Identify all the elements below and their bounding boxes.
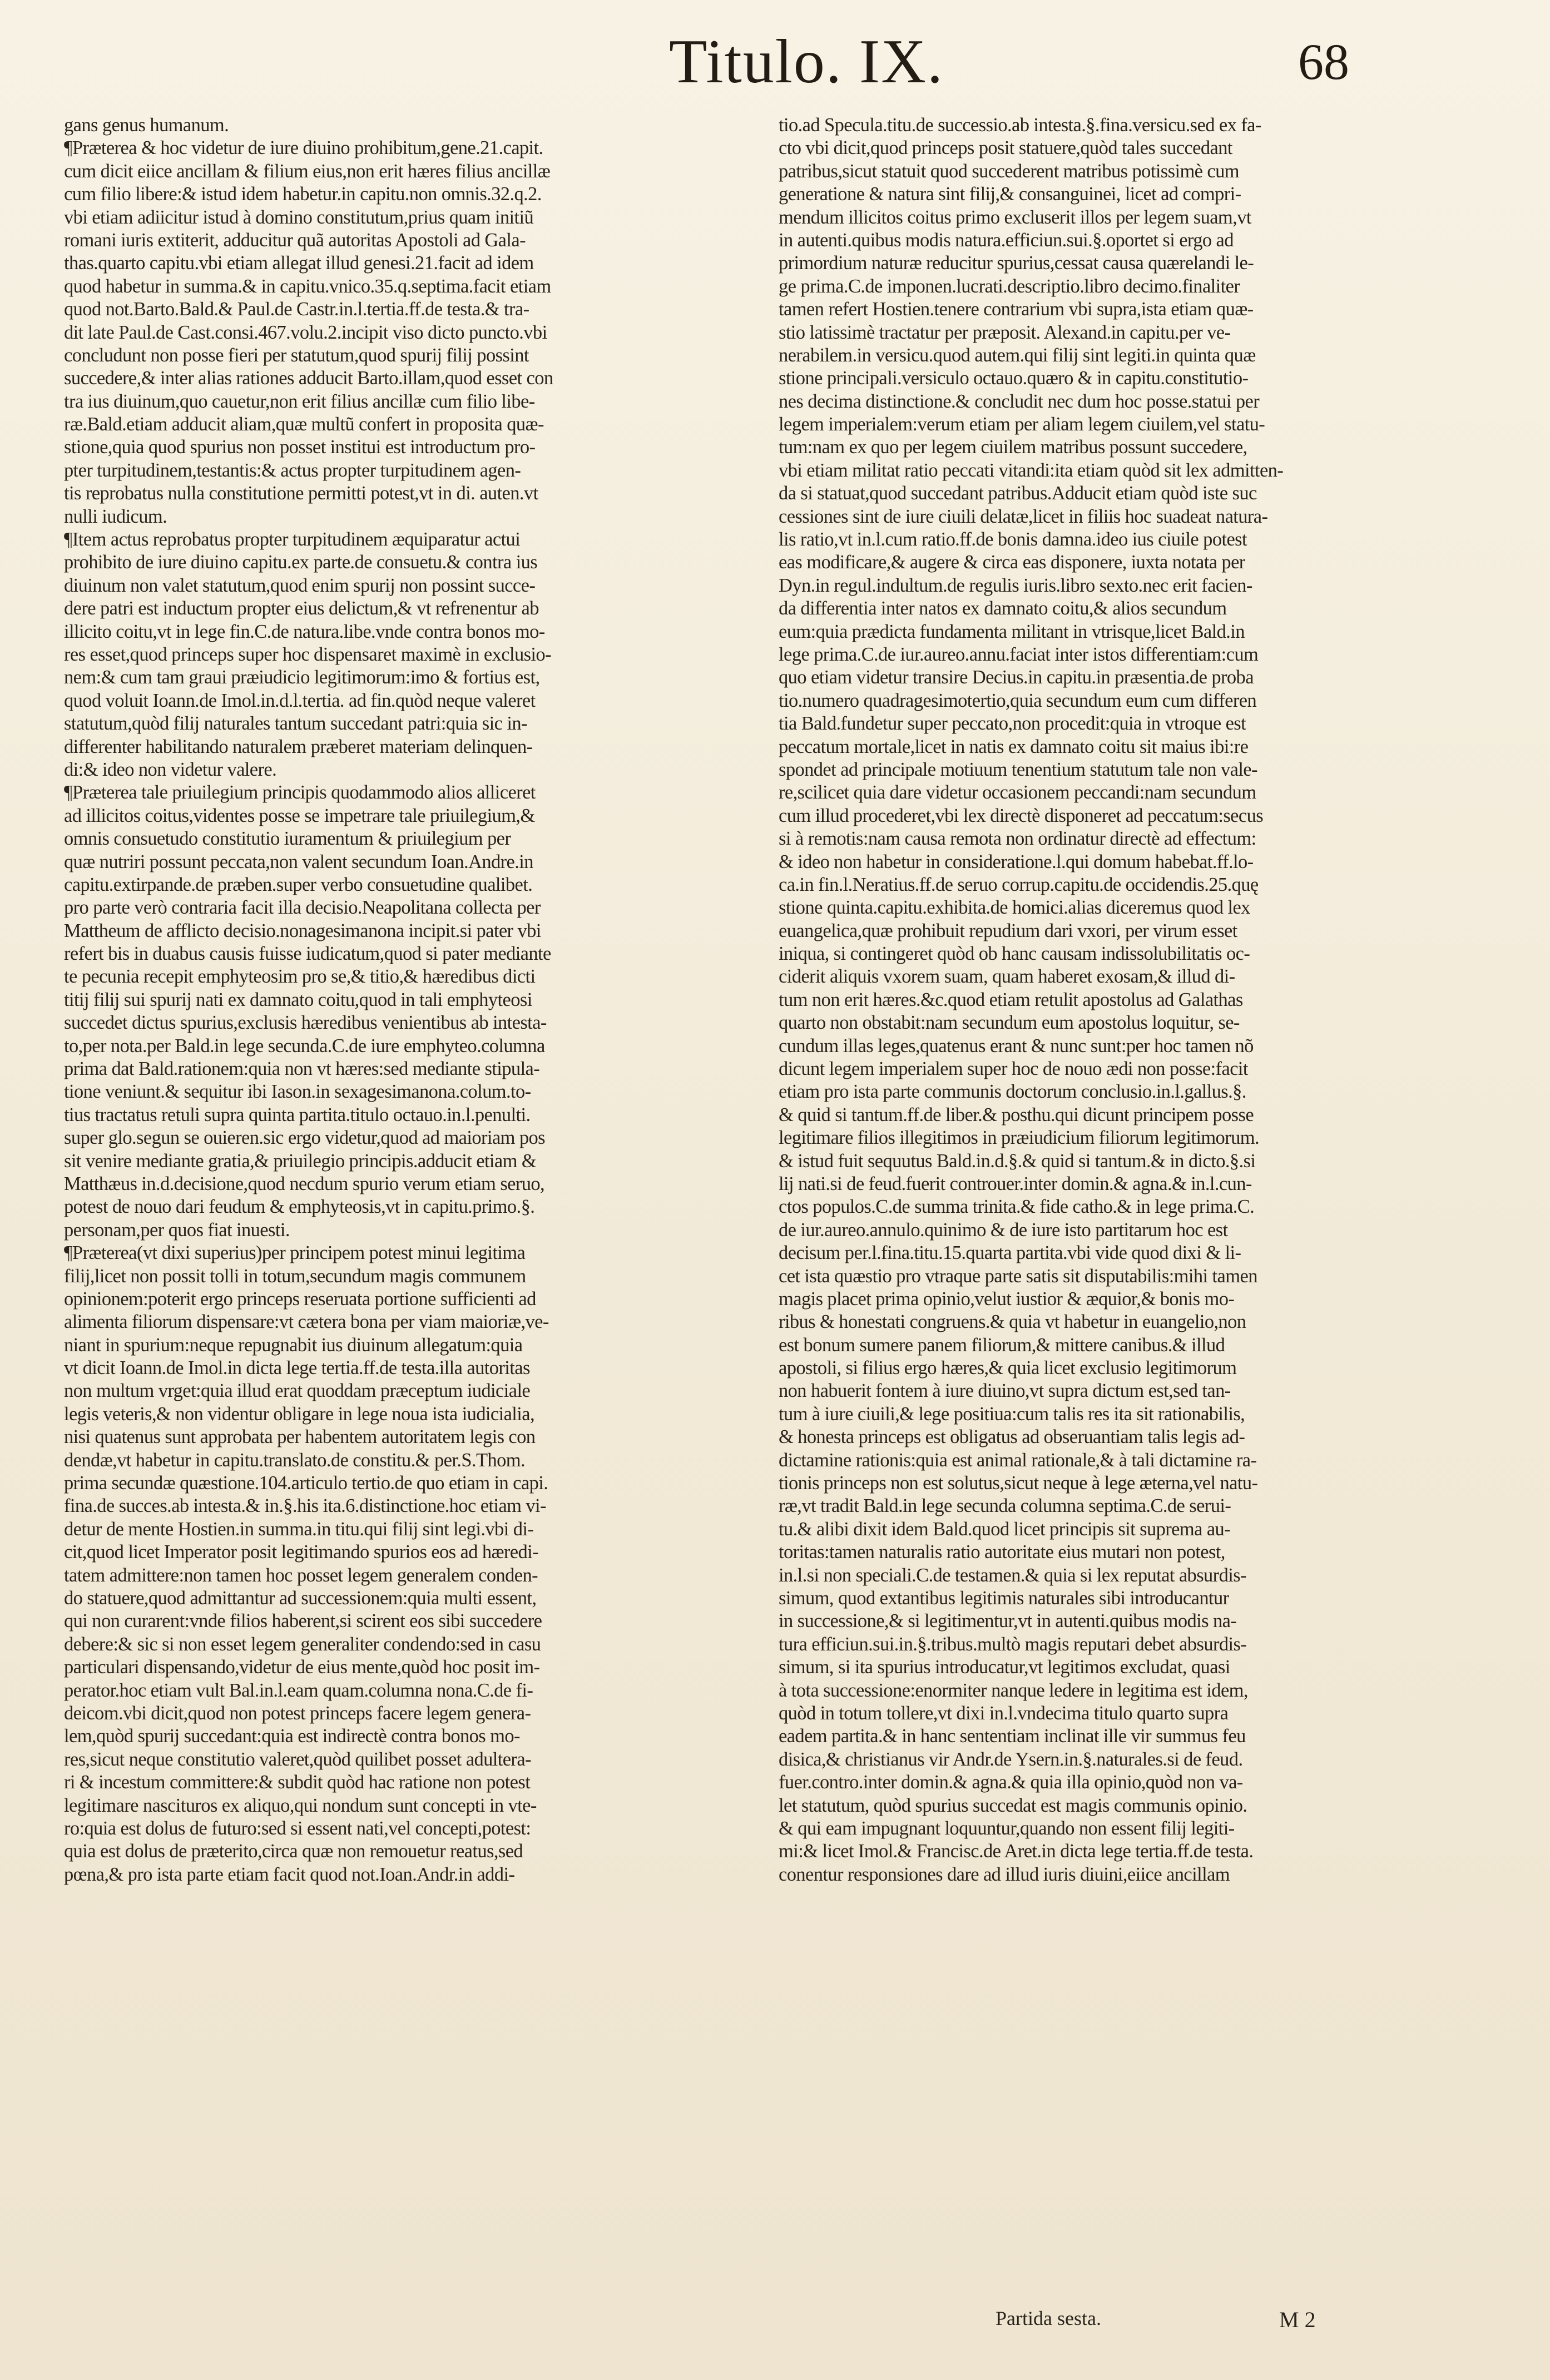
text-line: potest de nouo dari feudum & emphyteosis,vt in capitu.primo.§.	[64, 1196, 535, 1218]
text-line: tum:nam ex quo per legem ciuilem matribus possunt succedere,	[779, 437, 1247, 458]
text-line: super glo.segun se ouieren.sic ergo videtur,quod ad maioriam pos	[64, 1127, 546, 1149]
text-line: & istud fuit sequutus Bald.in.d.§.& quid si tantum.& in dicto.§.si	[779, 1150, 1256, 1172]
text-line: tum à iure ciuili,& lege positiua:cum talis res ita sit rationabilis,	[779, 1403, 1245, 1425]
text-line: quòd in totum tollere,vt dixi in.l.vndecima titulo quarto supra	[779, 1702, 1229, 1724]
text-line: ri & incestum committere:& subdit quòd hac ratione non potest	[64, 1772, 531, 1793]
running-title: Titulo. IX.	[668, 27, 944, 96]
text-line: & honesta princeps est obligatus ad obseruantiam talis legis ad-	[779, 1426, 1245, 1448]
text-line: nulli iudicum.	[64, 505, 167, 527]
text-line: tis reprobatus nulla constitutione permitti potest,vt in di. auten.vt	[64, 483, 538, 504]
text-line: tu.& alibi dixit idem Bald.quod licet principis sit suprema au-	[779, 1518, 1231, 1540]
text-line: tione veniunt.& sequitur ibi Iason.in sexagesimanona.colum.to-	[64, 1081, 531, 1103]
text-line: eum:quia prædicta fundamenta militant in vtrisque,licet Bald.in	[779, 621, 1245, 642]
text-line: nem:& cum tam graui præiudicio legitimorum:imo & fortius est,	[64, 667, 540, 688]
text-line: tio.numero quadragesimotertio,quia secundum eum cum differen	[779, 690, 1257, 711]
text-line: quod voluit Ioann.de Imol.in.d.l.tertia. ad fin.quòd neque valeret	[64, 690, 536, 711]
text-line: ¶Præterea tale priuilegium principis quodammodo alios alliceret	[64, 782, 536, 804]
text-line: res,sicut neque constitutio valeret,quòd quilibet posset adultera-	[64, 1748, 531, 1770]
text-line: eadem partita.& in hanc sententiam inclinat ille vir summus feu	[779, 1726, 1246, 1747]
text-line: personam,per quos fiat inuesti.	[64, 1219, 290, 1241]
text-line: nisi quatenus sunt approbata per habentem autoritatem legis con	[64, 1426, 536, 1448]
text-line: lem,quòd spurij succedant:quia est indirectè contra bonos mo-	[64, 1726, 520, 1747]
text-line: tra ius diuinum,quo cauetur,non erit filius ancillæ cum filio libe-	[64, 390, 535, 412]
text-line: de iur.aureo.annulo.quinimo & de iure isto partitarum hoc est	[779, 1219, 1228, 1241]
text-line: pœna,& pro ista parte etiam facit quod not.Ioan.Andr.in addi-	[64, 1863, 515, 1885]
text-line: & quid si tantum.ff.de liber.& posthu.qui dicunt principem posse	[779, 1104, 1254, 1125]
text-line: primordium naturæ reducitur spurius,cessat causa quærelandi le-	[779, 252, 1254, 274]
text-line: euangelica,quæ prohibuit repudium dari vxori, per virum esset	[779, 920, 1237, 941]
text-line: thas.quarto capitu.vbi etiam allegat illud genesi.21.facit ad idem	[64, 252, 534, 274]
text-line: Matthæus in.d.decisione,quod necdum spurio verum etiam seruo,	[64, 1173, 545, 1194]
text-line: cit,quod licet Imperator posit legitimando spurios eos ad hæredi-	[64, 1541, 539, 1563]
text-line: fina.de succes.ab intesta.& in.§.his ita.6.distinctione.hoc etiam vi-	[64, 1495, 546, 1517]
text-line: quarto non obstabit:nam secundum eum apostolus loquitur, se-	[779, 1012, 1240, 1034]
text-line: generatione & natura sint filij,& consanguinei, licet ad compri-	[779, 184, 1241, 205]
text-line: vbi etiam militat ratio peccati vitandi:ita etiam quòd sit lex admitten-	[779, 459, 1284, 481]
text-line: cto vbi dicit,quod princeps posit statuere,quòd tales succedant	[779, 137, 1232, 159]
text-line: tura efficiun.sui.in.§.tribus.multò magis reputari debet absurdis-	[779, 1633, 1247, 1655]
left-text-column	[64, 114, 759, 1886]
signature-mark: M 2	[1279, 2307, 1316, 2332]
text-line: Dyn.in regul.indultum.de regulis iuris.libro sexto.nec erit facien-	[779, 574, 1252, 596]
text-line: etiam pro ista parte communis doctorum conclusio.in.l.gallus.§.	[779, 1081, 1246, 1103]
text-line: ro:quia est dolus de futuro:sed si essent nati,vel concepti,potest:	[64, 1817, 531, 1839]
text-line: fuer.contro.inter domin.& agna.& quia illa opinio,quòd non va-	[779, 1772, 1243, 1793]
text-line: deicom.vbi dicit,quod non potest princeps facere legem genera-	[64, 1702, 531, 1724]
text-line: detur de mente Hostien.in summa.in titu.qui filij sint legi.vbi di-	[64, 1518, 534, 1540]
text-line: da differentia inter natos ex damnato coitu,& alios secundum	[779, 598, 1227, 619]
text-line: tatem admittere:non tamen hoc posset legem generalem conden-	[64, 1564, 538, 1586]
text-line: ciderit aliquis vxorem suam, quam haberet exosam,& illud di-	[779, 966, 1235, 988]
text-line: particulari dispensando,videtur de eius mente,quòd hoc posit im-	[64, 1657, 540, 1678]
text-line: decisum per.l.fina.titu.15.quarta partita.vbi vide quod dixi & li-	[779, 1242, 1241, 1264]
text-line: dicunt legem imperialem super hoc de nouo ædi non posse:facit	[779, 1058, 1248, 1080]
text-line: stione,quia quod spurius non posset institui est introductum pro-	[64, 437, 536, 458]
text-line: filij,licet non possit tolli in totum,secundum magis communem	[64, 1265, 526, 1287]
text-line: stio latissimè tractatur per præposit. Alexand.in capitu.per ve-	[779, 321, 1231, 343]
text-line: patribus,sicut statuit quod succederent matribus potissimè cum	[779, 160, 1240, 182]
text-line: & qui eam impugnant loquuntur,quando non essent filij legiti-	[779, 1817, 1235, 1839]
text-line: vt dicit Ioann.de Imol.in dicta lege tertia.ff.de testa.illa autoritas	[64, 1357, 530, 1379]
text-line: qui non curarent:vnde filios haberent,si scirent eos sibi succedere	[64, 1610, 542, 1632]
text-line: dere patri est inductum propter eius delictum,& vt refrenentur ab	[64, 598, 539, 619]
text-line: cum filio libere:& istud idem habetur.in capitu.non omnis.32.q.2.	[64, 184, 542, 205]
text-line: lis ratio,vt in.l.cum ratio.ff.de bonis damna.ideo ius ciuile potest	[779, 529, 1247, 551]
text-line: eas modificare,& augere & circa eas disponere, iuxta notata per	[779, 552, 1245, 573]
text-line: ad illicitos coitus,videntes posse se impetrare tale priuilegium,&	[64, 805, 535, 826]
text-line: gans genus humanum.	[64, 115, 229, 136]
text-line: cum illud procederet,vbi lex directè disponeret ad peccatum:secus	[779, 805, 1264, 826]
text-line: niant in spurium:neque repugnabit ius diuinum allegatum:quia	[64, 1334, 523, 1356]
text-line: à tota successione:enormiter nanque ledere in legitima est idem,	[779, 1679, 1248, 1701]
text-line: res esset,quod princeps super hoc dispensaret maximè in exclusio-	[64, 643, 551, 665]
text-line: si à remotis:nam causa remota non ordinatur directè ad effectum:	[779, 828, 1256, 850]
text-line: statutum,quòd filij naturales tantum succedant patri:quia sic in-	[64, 713, 527, 735]
text-line: refert bis in duabus causis fuisse iudicatum,quod si pater mediante	[64, 943, 551, 965]
text-line: dendæ,vt habetur in capitu.translato.de constitu.& per.S.Thom.	[64, 1449, 525, 1471]
text-line: ¶Item actus reprobatus propter turpitudinem æquiparatur actui	[64, 529, 521, 551]
text-line: diuinum non valet statutum,quod enim spurij non possint succe-	[64, 574, 536, 596]
right-text-column	[779, 114, 1474, 1886]
text-line: quod not.Barto.Bald.& Paul.de Castr.in.l.tertia.ff.de testa.& tra-	[64, 299, 529, 320]
text-line: quia est dolus de præterito,circa quæ non remouetur reatus,sed	[64, 1841, 523, 1862]
text-line: dictamine rationis:quia est animal rationale,& à tali dictamine ra-	[779, 1449, 1257, 1471]
text-line: in.l.si non speciali.C.de testamen.& quia si lex reputat absurdis-	[779, 1564, 1246, 1586]
text-line: lij nati.si de feud.fuerit controuer.inter domin.& agna.& in.l.cun-	[779, 1173, 1252, 1194]
text-line: in autenti.quibus modis natura.efficiun.sui.§.oportet si ergo ad	[779, 229, 1234, 251]
text-line: prima secundæ quæstione.104.articulo tertio.de quo etiam in capi.	[64, 1472, 548, 1494]
text-line: do statuere,quod admittantur ad successionem:quia multi essent,	[64, 1588, 537, 1609]
text-line: apostoli, si filius ergo hæres,& quia licet exclusio legitimorum	[779, 1357, 1237, 1379]
text-line: titij filij sui spurij nati ex damnato coitu,quod in tali emphyteosi	[64, 989, 532, 1010]
text-line: tionis princeps non est solutus,sicut neque à lege æterna,vel natu-	[779, 1472, 1258, 1494]
text-line: quo etiam videtur transire Decius.in capitu.in præsentia.de proba	[779, 667, 1254, 688]
text-line: cum dicit eiice ancillam & filium eius,non erit hæres filius ancillæ	[64, 160, 551, 182]
text-line: di:& ideo non videtur valere.	[64, 758, 277, 780]
text-line: & ideo non habetur in consideratione.l.qui domum habebat.ff.lo-	[779, 851, 1254, 872]
text-line: legem imperialem:verum etiam per aliam legem ciuilem,vel statu-	[779, 414, 1265, 435]
text-line: simum, si ita spurius introducatur,vt legitimos excludat, quasi	[779, 1657, 1230, 1678]
text-line: Mattheum de afflicto decisio.nonagesimanona incipit.si pater vbi	[64, 920, 541, 941]
text-line: quod habetur in summa.& in capitu.vnico.35.q.septima.facit etiam	[64, 275, 551, 297]
text-line: ctos populos.C.de summa trinita.& fide catho.& in lege prima.C.	[779, 1196, 1255, 1218]
text-line: iniqua, si contingeret quòd ob hanc causam indissolubilitatis oc-	[779, 943, 1250, 965]
text-line: nes decima distinctione.& concludit nec dum hoc posse.statui per	[779, 390, 1260, 412]
text-line: magis placet prima opinio,velut iustior & æquior,& bonis mo-	[779, 1288, 1235, 1310]
text-line: non multum vrget:quia illud erat quoddam præceptum iudiciale	[64, 1380, 531, 1402]
text-line: quæ nutriri possunt peccata,non valent secundum Ioan.Andre.in	[64, 851, 533, 872]
text-line: concludunt non posse fieri per statutum,quod spurij filij possint	[64, 344, 529, 366]
text-line: tia Bald.fundetur super peccato,non procedit:quia in vtroque est	[779, 713, 1246, 735]
text-line: mendum illicitos coitus primo excluserit illos per legem suam,vt	[779, 206, 1251, 228]
text-line: peccatum mortale,licet in natis ex damnato coitu sit maius ibi:re	[779, 736, 1249, 757]
text-line: in successione,& si legitimentur,vt in autenti.quibus modis na-	[779, 1610, 1237, 1632]
text-line: est bonum sumere panem filiorum,& mittere canibus.& illud	[779, 1334, 1225, 1356]
text-line: ræ,vt tradit Bald.in lege secunda columna septima.C.de serui-	[779, 1495, 1231, 1517]
text-line: stione principali.versiculo octauo.quæro & in capitu.constitutio-	[779, 368, 1249, 389]
text-line: illicito coitu,vt in lege fin.C.de natura.libe.vnde contra bonos mo-	[64, 621, 545, 642]
text-line: mi:& licet Imol.& Francisc.de Aret.in dicta lege tertia.ff.de testa.	[779, 1841, 1254, 1862]
text-line: ge prima.C.de imponen.lucrati.descriptio.libro decimo.finaliter	[779, 275, 1240, 297]
text-line: cundum illas leges,quatenus erant & nunc sunt:per hoc tamen nõ	[779, 1035, 1254, 1057]
text-line: disica,& christianus vir Andr.de Ysern.in.§.naturales.si de feud.	[779, 1748, 1243, 1770]
text-line: spondet ad principale motiuum tenentium statutum tale non vale-	[779, 758, 1257, 780]
folio-number: 68	[1298, 33, 1349, 90]
text-line: lege prima.C.de iur.aureo.annu.faciat inter istos differentiam:cum	[779, 643, 1259, 665]
text-line: ¶Præterea(vt dixi superius)per principem potest minui legitima	[64, 1242, 526, 1264]
text-line: tio.ad Specula.titu.de successio.ab intesta.§.fina.versicu.sed ex fa-	[779, 115, 1261, 136]
text-line: legitimare filios illegitimos in præiudicium filiorum legitimorum.	[779, 1127, 1260, 1149]
text-line: conentur responsiones dare ad illud iuris diuini,eiice ancillam	[779, 1863, 1230, 1885]
text-line: to,per nota.per Bald.in lege secunda.C.de iure emphyteo.columna	[64, 1035, 545, 1057]
text-line: debere:& sic si non esset legem generaliter condendo:sed in casu	[64, 1633, 541, 1655]
text-line: te pecunia recepit emphyteosim pro se,& titio,& hæredibus dicti	[64, 966, 536, 988]
text-line: let statutum, quòd spurius succedat est magis communis opinio.	[779, 1794, 1247, 1816]
text-line: omnis consuetudo constitutio iuramentum & priuilegium per	[64, 828, 511, 850]
text-line: dit late Paul.de Cast.consi.467.volu.2.incipit viso dicto puncto.vbi	[64, 321, 547, 343]
text-line: tius tractatus retuli supra quinta partita.titulo octauo.in.l.penulti.	[64, 1104, 531, 1125]
catchword: Partida sesta.	[996, 2307, 1101, 2329]
text-line: ribus & honestati congruens.& quia vt habetur in euangelio,non	[779, 1311, 1246, 1333]
text-line: prohibito de iure diuino capitu.ex parte.de consuetu.& contra ius	[64, 552, 538, 573]
text-line: pter turpitudinem,testantis:& actus propter turpitudinem agen-	[64, 459, 521, 481]
text-line: ¶Præterea & hoc videtur de iure diuino prohibitum,gene.21.capit.	[64, 137, 543, 159]
text-line: legitimare nascituros ex aliquo,qui nondum sunt concepti in vte-	[64, 1794, 537, 1816]
text-line: legis veteris,& non videntur obligare in lege noua ista iudicialia,	[64, 1403, 535, 1425]
text-line: non habuerit fontem à iure diuino,vt supra dictum est,sed tan-	[779, 1380, 1231, 1402]
text-line: cessiones sint de iure ciuili delatæ,licet in filiis hoc suadeat natura-	[779, 505, 1268, 527]
text-line: differenter habilitando naturalem præberet materiam delinquen-	[64, 736, 533, 757]
text-line: romani iuris extiterit, adducitur quã autoritas Apostoli ad Gala-	[64, 229, 526, 251]
text-line: ræ.Bald.etiam adducit aliam,quæ multũ confert in proposita quæ-	[64, 414, 544, 435]
text-line: re,scilicet quia dare videtur occasionem peccandi:nam secundum	[779, 782, 1256, 804]
text-line: capitu.extirpande.de præben.super verbo consuetudine qualibet.	[64, 874, 533, 895]
text-line: da si statuat,quod succedant patribus.Adducit etiam quòd iste suc	[779, 483, 1257, 504]
text-line: vbi etiam adiicitur istud à domino constitutum,prius quam initiũ	[64, 206, 534, 228]
text-line: sit venire mediante gratia,& priuilegio principis.adducit etiam &	[64, 1150, 537, 1172]
text-line: opinionem:poterit ergo princeps reseruata portione sufficienti ad	[64, 1288, 536, 1310]
text-line: toritas:tamen naturalis ratio autoritate eius mutari non potest,	[779, 1541, 1225, 1563]
text-line: stione quinta.capitu.exhibita.de homici.alias diceremus quod lex	[779, 897, 1250, 919]
text-line: tamen refert Hostien.tenere contrarium vbi supra,ista etiam quæ-	[779, 299, 1254, 320]
text-line: nerabilem.in versicu.quod autem.qui filij sint legiti.in quinta quæ	[779, 344, 1256, 366]
text-line: prima dat Bald.rationem:quia non vt hæres:sed mediante stipula-	[64, 1058, 540, 1080]
text-line: succedere,& inter alias rationes adducit Barto.illam,quod esset con	[64, 368, 553, 389]
text-line: ca.in fin.l.Neratius.ff.de seruo corrup.capitu.de occidendis.25.quę	[779, 874, 1259, 895]
text-line: succedet dictus spurius,exclusis hæredibus venientibus ab intesta-	[64, 1012, 547, 1034]
text-line: tum non erit hæres.&c.quod etiam retulit apostolus ad Galathas	[779, 989, 1243, 1010]
text-line: pro parte verò contraria facit illa decisio.Neapolitana collecta per	[64, 897, 541, 919]
text-line: alimenta filiorum dispensare:vt cætera bona per viam maioriæ,ve-	[64, 1311, 549, 1333]
text-line: cet ista quæstio pro vtraque parte satis sit disputabilis:mihi tamen	[779, 1265, 1257, 1287]
text-line: simum, quod extantibus legitimis naturales sibi introducantur	[779, 1588, 1229, 1609]
text-line: perator.hoc etiam vult Bal.in.l.eam quam.columna nona.C.de fi-	[64, 1679, 533, 1701]
